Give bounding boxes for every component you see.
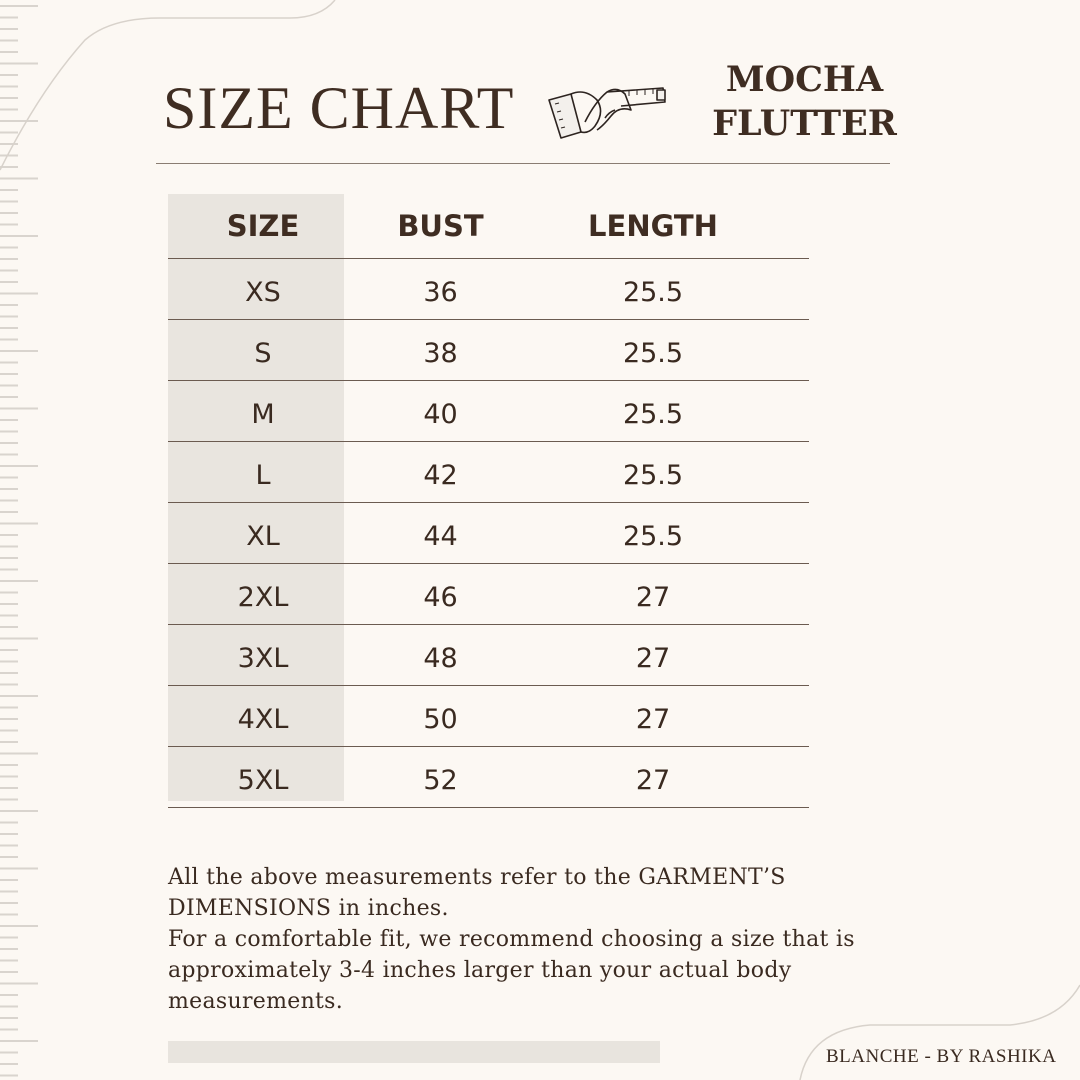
cell-bust: 48 — [423, 642, 458, 674]
product-name-line1: MOCHA — [725, 59, 884, 100]
note-fit-recommendation: For a comfortable fit, we recommend choosing a size that is approximately 3-4 inches larger than your actual body measurements. — [168, 927, 855, 1014]
cell-length: 25.5 — [622, 398, 684, 430]
table-row — [168, 625, 809, 686]
product-name-line2: FLUTTER — [712, 103, 897, 144]
cell-size: S — [254, 337, 272, 369]
cell-size: 2XL — [237, 581, 289, 613]
footer-bar — [168, 1041, 660, 1063]
table-row — [168, 564, 809, 625]
cell-size: M — [251, 398, 275, 430]
header-size: SIZE — [226, 209, 300, 243]
cell-size: XS — [245, 276, 281, 308]
page-title: SIZE CHART — [163, 75, 515, 141]
cell-length: 27 — [635, 764, 671, 796]
header-bust: BUST — [397, 209, 484, 243]
cell-size: XL — [246, 520, 280, 552]
cell-bust: 44 — [423, 520, 458, 552]
note-dimensions: All the above measurements refer to the GARMENT’S DIMENSIONS in inches. — [168, 865, 786, 921]
cell-bust: 42 — [423, 459, 458, 491]
cell-bust: 38 — [423, 337, 458, 369]
cell-size: 5XL — [237, 764, 289, 796]
header-length: LENGTH — [588, 209, 718, 243]
cell-size: L — [255, 459, 271, 491]
cell-length: 27 — [635, 581, 671, 613]
cell-bust: 50 — [423, 703, 458, 735]
cell-bust: 40 — [423, 398, 458, 430]
size-table — [168, 194, 809, 808]
table-row — [168, 503, 809, 564]
cell-length: 25.5 — [622, 459, 684, 491]
cell-length: 25.5 — [622, 520, 684, 552]
brand-name: BLANCHE - BY RASHIKA — [826, 1046, 1057, 1067]
table-row — [168, 259, 809, 320]
measuring-tape-icon — [545, 82, 670, 146]
measurement-notes — [168, 862, 888, 1017]
cell-length: 25.5 — [622, 337, 684, 369]
table-row — [168, 747, 809, 808]
table-row — [168, 320, 809, 381]
cell-bust: 52 — [423, 764, 458, 796]
table-header-row — [168, 194, 809, 259]
table-row — [168, 442, 809, 503]
cell-size: 4XL — [237, 703, 289, 735]
cell-bust: 46 — [423, 581, 458, 613]
cell-bust: 36 — [423, 276, 458, 308]
product-name — [712, 58, 897, 146]
cell-length: 27 — [635, 703, 671, 735]
header-divider — [156, 163, 890, 164]
cell-size: 3XL — [237, 642, 289, 674]
cell-length: 25.5 — [622, 276, 684, 308]
table-row — [168, 381, 809, 442]
cell-length: 27 — [635, 642, 671, 674]
ruler-decoration — [0, 0, 40, 1080]
table-row — [168, 686, 809, 747]
